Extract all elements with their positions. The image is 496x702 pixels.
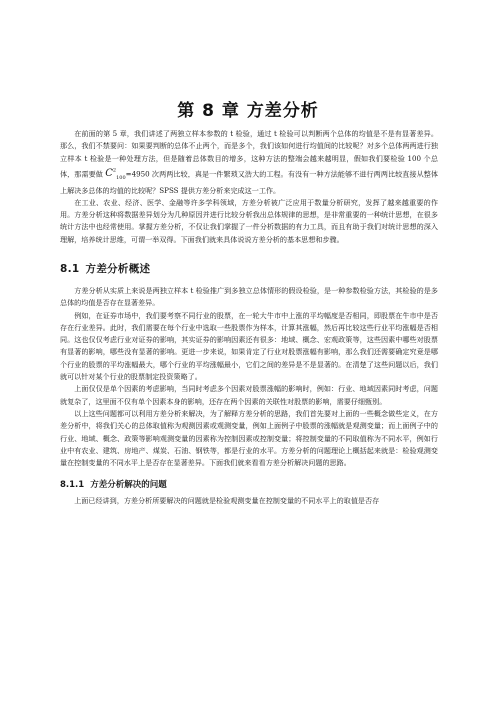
section-paragraph-2: 例如，在证券市场中，我们要考察不同行业的股票，在一轮大牛市中上涨的平均幅度是否相同，即股票在牛市中是否存在行业差异。此时，我们需要在每个行业中选取一些股票作为样本，计算其涨幅，然后再比较这些行业平均涨幅是否相同。这也仅仅考虑行业对证券的影响，其实证券的影响因素还有很多：地域、概念、宏观政策等，这些因素中哪些对股票有显著的影响，哪些没有显著的影响。更进一步来说，如果肯定了行业对股票涨幅有影响，那么我们还需要确定究竟是哪个行业的股票的平均涨幅最大，哪个行业的平均涨幅最小，它们之间的差异是不是显著的。在清楚了这些问题以后，我们就可以针对某个行业的股票制定投资策略了。 xyxy=(60,310,438,382)
page-content xyxy=(60,128,438,508)
section-paragraph-3: 上面仅仅是单个因素的考虑影响，当同时考虑多个因素对股票涨幅的影响时，例如：行业、地域因素同时考虑，问题就复杂了，这里面不仅有单个因素本身的影响，还存在两个因素的关联性对股票的影响，需要仔细甄别。 xyxy=(60,384,438,406)
intro-paragraph-1 xyxy=(60,128,438,197)
section-paragraph-1: 方差分析从实质上来说是两独立样本 t 检验推广到多独立总体情形的假设检验，是一种参数检验方法，其检验的是多总体的均值是否存在显著差异。 xyxy=(60,286,438,308)
chapter-title: 第 8 章 方差分析 xyxy=(177,101,319,121)
subsection-heading: 8.1.1 方差分析解决的问题 xyxy=(60,480,167,491)
section-paragraph-4: 以上这些问题都可以利用方差分析来解决，为了解释方差分析的思路，我们首先要对上面的一些概念做些定义，在方差分析中，将我们关心的总体取值称为观测因素或观测变量，例如上面例子中股票的涨幅就是观测变量；而上面例子中的行业、地域、概念、政策等影响观测变量的因素称为控制因素或控制变量；将控制变量的不同取值称为不同水平，例如行业中有农业、建筑、房地产、煤炭、石油、钢铁等，都是行业的水平。方差分析的问题理论上概括起来就是：检验观测变量在控制变量的不同水平上是否存在显著差异。下面我们就来看看方差分析解决问题的思路。 xyxy=(60,408,438,468)
combination-formula: $C^2_{100}$ xyxy=(105,167,126,182)
intro-p1-before: 在前面的第 5 章，我们讲述了两独立样本参数的 t 检验，通过 t 检验可以判断两个总体的均值是不是有显著差异。那么，我们不禁要问：如果要判断的总体不止两个，而是多个，我们该如何进行均值间的比较呢？对多个总体两两进行独立样本 t 检验是一种处理方法，但是随着总体数目的增多，这种方法的整端会越来越明显，假如我们要检验 100 个总体，那需要做 xyxy=(60,129,438,179)
intro-p1-after: =4950 次两两比较，真是一件繁琐又浩大的工程。有没有一种方法能够不进行两两比较直接从整体上解决多总体的均值的比较呢？SPSS 提供方差分析来完成这一工作。 xyxy=(60,169,438,195)
intro-paragraph-2: 在工业、农业、经济、医学、金融等许多学科领域，方差分析被广泛应用于数量分析研究，发挥了越来越重要的作用。方差分析这种将数据差异划分为几种原因并进行比较分析我出总体规律的思想，是非常重要的一种统计思想，在很多统计方法中也经常使用。掌握方差分析，不仅让我们掌握了一件分析数据的有力工具，而且有助于我们对统计思想的深入理解，培养统计思维，可谓一举双得。下面我们就来具体说说方差分析的基本思想和步骤。 xyxy=(60,197,438,244)
section-heading: 8.1 方差分析概述 xyxy=(60,263,151,275)
subsection-paragraph-1: 上面已经讲到，方差分析所要解决的问题就是检验观测变量在控制变量的不同水平上的取值是否存 xyxy=(74,496,380,506)
